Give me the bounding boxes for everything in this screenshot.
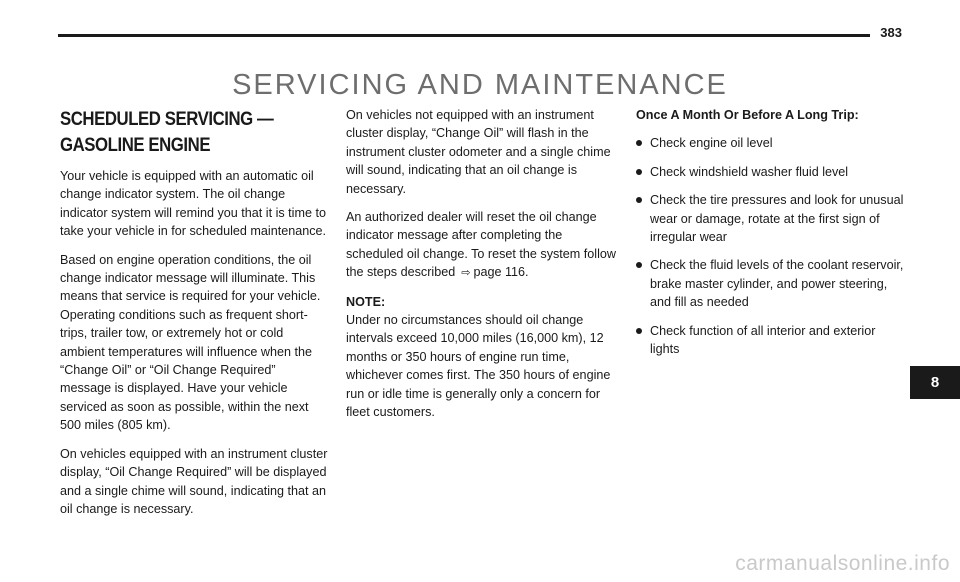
bullet-icon — [636, 169, 642, 175]
section-heading: SCHEDULED SERVICING — GASOLINE ENGINE — [60, 108, 274, 156]
chapter-title: SERVICING AND MAINTENANCE — [232, 69, 728, 102]
watermark: carmanualsonline.info — [735, 552, 950, 575]
checklist — [636, 134, 904, 358]
note-label: NOTE: — [346, 294, 386, 309]
list-item — [636, 256, 904, 311]
page-reference-link[interactable]: page 116. — [473, 265, 529, 280]
paragraph-reset — [346, 208, 616, 283]
page-ref-arrow-icon: ⇨ — [461, 267, 471, 280]
list-item — [636, 322, 904, 359]
bullet-icon — [636, 197, 642, 203]
paragraph-intro: Your vehicle is equipped with an automatic oil change indicator system. The oil change indicator system will remind you that it is time to take your vehicle in for scheduled maintenance. — [60, 169, 327, 239]
list-item — [636, 134, 904, 152]
chapter-tab: 8 — [910, 366, 960, 399]
bullet-icon — [636, 140, 642, 146]
column-middle — [346, 106, 616, 432]
paragraph-no-cluster: On vehicles not equipped with an instrument cluster display, “Change Oil” will flash in the instrument cluster odometer and a single chime will sound, indicating that an oil change is necessary. — [346, 108, 611, 196]
note-block — [346, 293, 616, 422]
list-item-text: Check windshield washer fluid level — [650, 164, 849, 179]
page-number: 383 — [880, 25, 902, 40]
paragraph-conditions: Based on engine operation conditions, the oil change indicator message will illuminate. This means that service is required for your vehicle. Operating conditions such as frequent short-trips, trailer tow, or extremely hot or cold ambient temperatures will influence when the “Change Oil” or “Oil Change Required” message is displayed. Have your vehicle serviced as soon as possible, within the next 500 miles (805 km). — [60, 252, 321, 433]
list-item-text: Check function of all interior and exterior lights — [650, 323, 876, 357]
list-item — [636, 163, 904, 181]
list-item-text: Check the fluid levels of the coolant reservoir, brake master cylinder, and power steering, and fill as needed — [650, 258, 904, 310]
paragraph-cluster-display: On vehicles equipped with an instrument cluster display, “Oil Change Required” will be displayed and a single chime will sound, indicating that an oil change is necessary. — [60, 446, 328, 516]
header-rule — [58, 34, 870, 37]
list-item — [636, 191, 904, 246]
note-text: Under no circumstances should oil change intervals exceed 10,000 miles (16,000 km), 12 months or 350 hours of engine run time, whichever comes first. The 350 hours of engine run or idle time is generally only a concern for fleet customers. — [346, 313, 611, 420]
list-item-text: Check engine oil level — [650, 136, 773, 151]
bullet-icon — [636, 262, 642, 268]
reset-text: An authorized dealer will reset the oil change indicator message after completing the scheduled oil change. To reset the system follow the steps described — [346, 210, 616, 280]
bullet-icon — [636, 328, 642, 334]
column-right — [636, 106, 904, 368]
checklist-heading: Once A Month Or Before A Long Trip: — [636, 108, 859, 122]
column-left — [60, 106, 328, 528]
list-item-text: Check the tire pressures and look for unusual wear or damage, rotate at the first sign of irregular wear — [650, 193, 904, 245]
